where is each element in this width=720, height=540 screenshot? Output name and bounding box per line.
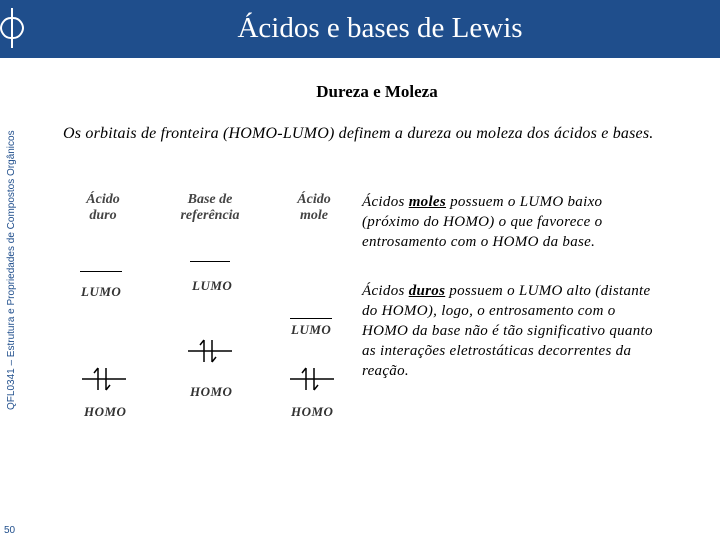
title-bar bbox=[0, 0, 720, 58]
intro-text: Os orbitais de fronteira (HOMO-LUMO) definem a dureza ou moleza dos ácidos e bases. bbox=[63, 125, 654, 142]
reference-base-lumo-level bbox=[190, 261, 230, 262]
soft-acid-paragraph bbox=[362, 192, 662, 252]
heading-line: Ácido bbox=[86, 192, 120, 207]
hard-acid-homo-level bbox=[82, 366, 126, 392]
page-number: 50 bbox=[4, 525, 16, 536]
heading-line: mole bbox=[300, 208, 328, 223]
heading-line: Ácido bbox=[297, 192, 331, 207]
soft-acid-lumo-level bbox=[290, 318, 332, 319]
heading-line: referência bbox=[180, 208, 240, 223]
hard-acid-lumo-label: LUMO bbox=[81, 284, 122, 299]
soft-acid-homo-label: HOMO bbox=[291, 404, 334, 419]
hard-keyword: duros bbox=[408, 283, 446, 299]
hard-acid-lumo-level bbox=[80, 271, 122, 272]
soft-rest: possuem o LUMO baixo (próximo do HOMO) o que favorece o entrosamento com o HOMO da base. bbox=[362, 194, 603, 250]
hard-rest: possuem o LUMO alto (distante do HOMO), logo, o entrosamento com o HOMO da base não é tão significativo quanto as interações eletrostáticas decorrentes da reação. bbox=[362, 283, 653, 379]
slide-title: Ácidos e bases de Lewis bbox=[237, 12, 523, 44]
soft-acid-homo-level bbox=[290, 366, 334, 392]
reference-base-lumo-label: LUMO bbox=[192, 278, 233, 293]
reference-base-heading bbox=[170, 192, 250, 224]
course-label: QFL0341 – Estrutura e Propriedades de Compostos Orgânicos bbox=[6, 130, 17, 410]
soft-acid-heading bbox=[286, 192, 342, 224]
soft-keyword: moles bbox=[408, 194, 447, 210]
hard-acid-heading bbox=[70, 192, 136, 224]
section-subtitle: Dureza e Moleza bbox=[316, 82, 438, 101]
reference-base-homo-level bbox=[188, 338, 232, 364]
soft-acid-lumo-label: LUMO bbox=[291, 322, 332, 337]
hard-acid-homo-label: HOMO bbox=[84, 404, 127, 419]
phi-logo-icon bbox=[0, 6, 24, 50]
soft-prefix: Ácidos bbox=[362, 194, 409, 210]
heading-line: Base de bbox=[187, 192, 233, 207]
reference-base-homo-label: HOMO bbox=[190, 384, 233, 399]
heading-line: duro bbox=[89, 208, 117, 223]
hard-prefix: Ácidos bbox=[362, 283, 409, 299]
hard-acid-paragraph bbox=[362, 281, 662, 381]
